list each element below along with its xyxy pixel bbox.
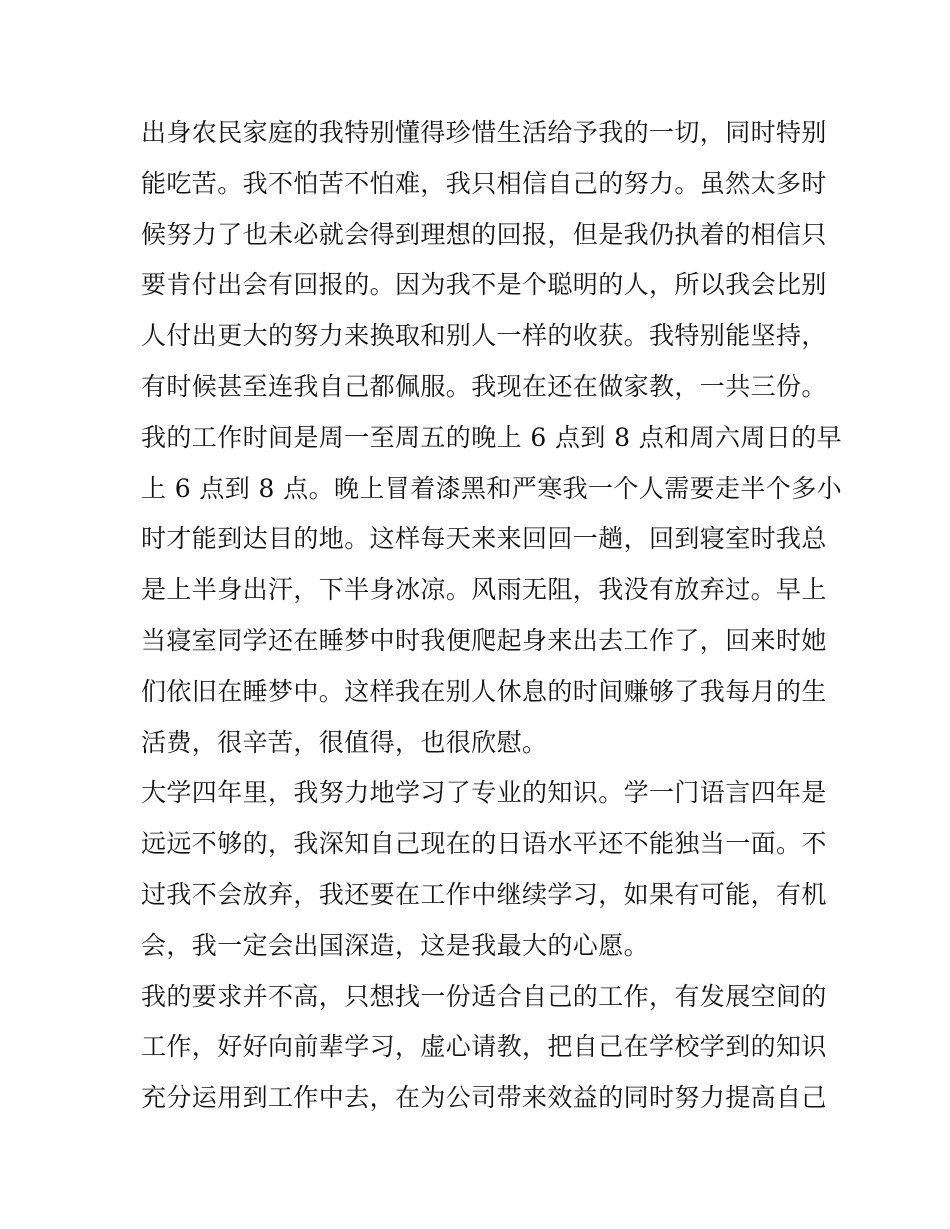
text-line: 有时候甚至连我自己都佩服。我现在还在做家教，一共三份。 — [141, 371, 827, 401]
text-line: 会，我一定会出国深造，这是我最大的心愿。 — [141, 930, 650, 960]
text-line: 我的要求并不高，只想找一份适合自己的工作，有发展空间的 — [141, 981, 827, 1011]
text-line: 候努力了也未必就会得到理想的回报，但是我仍执着的相信只 — [141, 219, 827, 249]
text-line: 充分运用到工作中去，在为公司带来效益的同时努力提高自己 — [141, 1083, 827, 1113]
text-line: 大学四年里，我努力地学习了专业的知识。学一门语言四年是 — [141, 778, 827, 808]
body-text — [141, 108, 843, 1124]
text-line: 我的工作时间是周一至周五的晚上 6 点到 8 点和周六周日的早 — [141, 422, 843, 452]
text-line: 是上半身出汗，下半身冰凉。风雨无阻，我没有放弃过。早上 — [141, 575, 827, 605]
text-line: 上 6 点到 8 点。晚上冒着漆黑和严寒我一个人需要走半个多小 — [141, 473, 843, 503]
text-line: 们依旧在睡梦中。这样我在别人休息的时间赚够了我每月的生 — [141, 676, 827, 706]
text-line: 当寝室同学还在睡梦中时我便爬起身来出去工作了，回来时她 — [141, 625, 827, 655]
text-line: 出身农民家庭的我特别懂得珍惜生活给予我的一切，同时特别 — [141, 118, 827, 147]
text-line: 时才能到达目的地。这样每天来来回回一趟，回到寝室时我总 — [141, 524, 827, 554]
text-line: 人付出更大的努力来换取和别人一样的收获。我特别能坚持， — [141, 321, 827, 351]
text-line: 能吃苦。我不怕苦不怕难，我只相信自己的努力。虽然太多时 — [141, 168, 827, 198]
text-line: 工作，好好向前辈学习，虚心请教，把自己在学校学到的知识 — [141, 1032, 827, 1062]
text-line: 远远不够的，我深知自己现在的日语水平还不能独当一面。不 — [141, 829, 827, 859]
text-line: 过我不会放弃，我还要在工作中继续学习，如果有可能，有机 — [141, 879, 827, 909]
text-line: 要肯付出会有回报的。因为我不是个聪明的人，所以我会比别 — [141, 270, 827, 300]
text-line: 活费，很辛苦，很值得，也很欣慰。 — [141, 727, 548, 757]
